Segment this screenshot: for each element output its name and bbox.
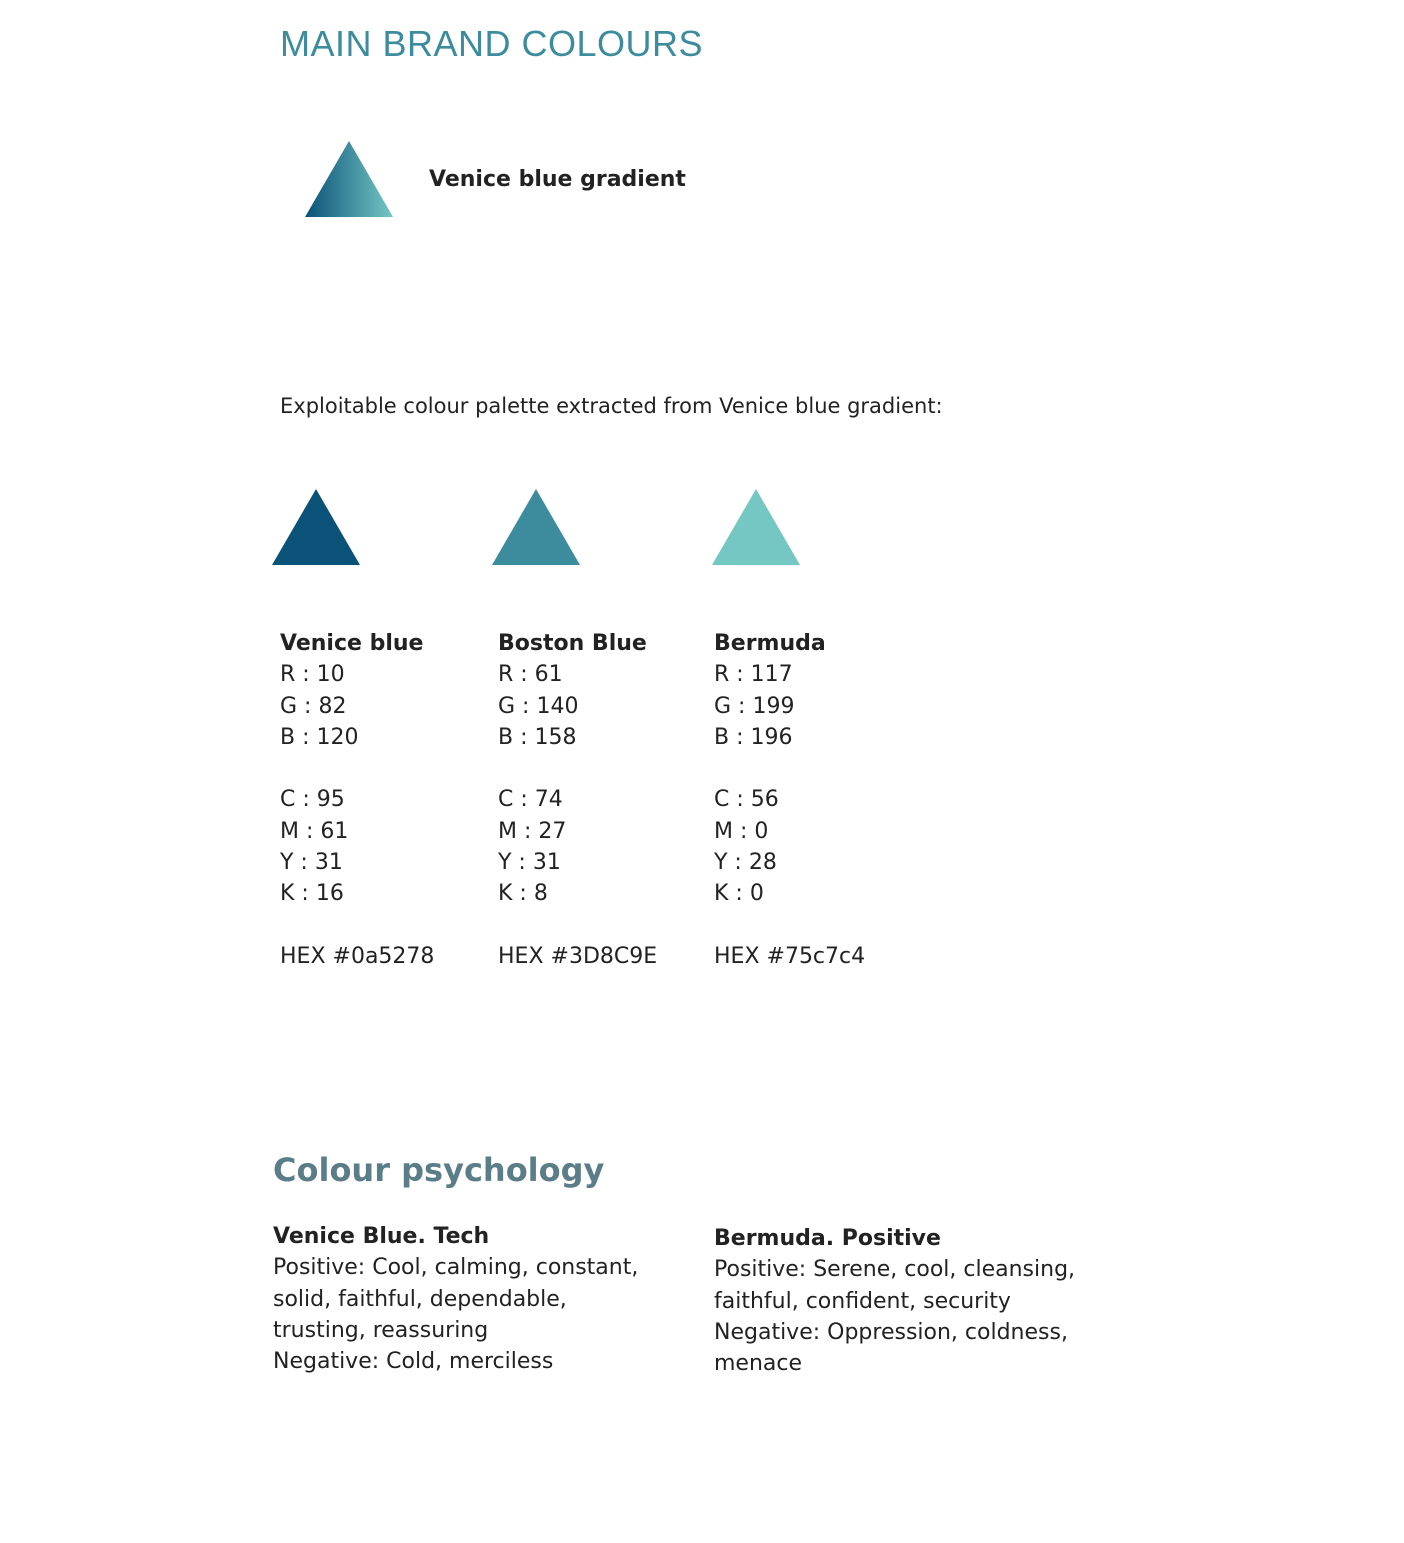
- page-title: MAIN BRAND COLOURS: [280, 23, 704, 64]
- cmyk-m-value: M : 61: [280, 818, 349, 844]
- cmyk-c-value: C : 56: [714, 787, 779, 813]
- hex-value: HEX #0a5278: [280, 943, 435, 969]
- cmyk-y-value: Y : 31: [498, 850, 561, 876]
- venice-blue-gradient-triangle-icon: [305, 141, 393, 217]
- rgb-b-value: B : 158: [498, 724, 577, 750]
- rgb-g-value: G : 82: [280, 693, 347, 719]
- hex-value: HEX #3D8C9E: [498, 943, 658, 969]
- cmyk-y-value: Y : 28: [714, 850, 777, 876]
- color-name: Boston Blue: [498, 631, 647, 656]
- psychology-line: trusting, reassuring: [273, 1317, 489, 1343]
- psychology-bermuda: [714, 1223, 1075, 1379]
- rgb-b-value: B : 120: [280, 724, 359, 750]
- palette-intro-text: Exploitable colour palette extracted from Venice blue gradient:: [280, 394, 943, 418]
- rgb-g-value: G : 140: [498, 693, 579, 719]
- rgb-r-value: R : 117: [714, 662, 793, 688]
- psychology-line: solid, faithful, dependable,: [273, 1286, 567, 1312]
- cmyk-k-value: K : 0: [714, 881, 764, 907]
- color-spec-boston-blue: [498, 628, 657, 972]
- cmyk-c-value: C : 74: [498, 787, 563, 813]
- color-name: Bermuda: [714, 631, 826, 656]
- rgb-r-value: R : 61: [498, 662, 563, 688]
- cmyk-c-value: C : 95: [280, 787, 345, 813]
- psychology-block-heading: Bermuda. Positive: [714, 1226, 941, 1251]
- rgb-b-value: B : 196: [714, 724, 793, 750]
- gradient-label: Venice blue gradient: [429, 167, 686, 192]
- psychology-venice-blue: [273, 1221, 638, 1377]
- cmyk-y-value: Y : 31: [280, 850, 343, 876]
- psychology-line: Negative: Oppression, coldness,: [714, 1319, 1068, 1345]
- psychology-line: Negative: Cold, merciless: [273, 1349, 554, 1375]
- cmyk-k-value: K : 8: [498, 881, 548, 907]
- psychology-line: Positive: Cool, calming, constant,: [273, 1255, 639, 1281]
- psychology-line: Positive: Serene, cool, cleansing,: [714, 1257, 1076, 1283]
- rgb-g-value: G : 199: [714, 693, 795, 719]
- cmyk-m-value: M : 27: [498, 818, 567, 844]
- colour-psychology-heading: Colour psychology: [273, 1151, 605, 1189]
- boston-blue-triangle-icon: [492, 489, 580, 565]
- psychology-line: faithful, confident, security: [714, 1288, 1011, 1314]
- color-name: Venice blue: [280, 631, 424, 656]
- venice-blue-triangle-icon: [272, 489, 360, 565]
- psychology-line: menace: [714, 1351, 803, 1377]
- psychology-block-heading: Venice Blue. Tech: [273, 1224, 490, 1249]
- cmyk-k-value: K : 16: [280, 881, 344, 907]
- cmyk-m-value: M : 0: [714, 818, 769, 844]
- bermuda-triangle-icon: [712, 489, 800, 565]
- rgb-r-value: R : 10: [280, 662, 345, 688]
- color-spec-bermuda: [714, 628, 865, 972]
- hex-value: HEX #75c7c4: [714, 943, 866, 969]
- color-spec-venice-blue: [280, 628, 434, 972]
